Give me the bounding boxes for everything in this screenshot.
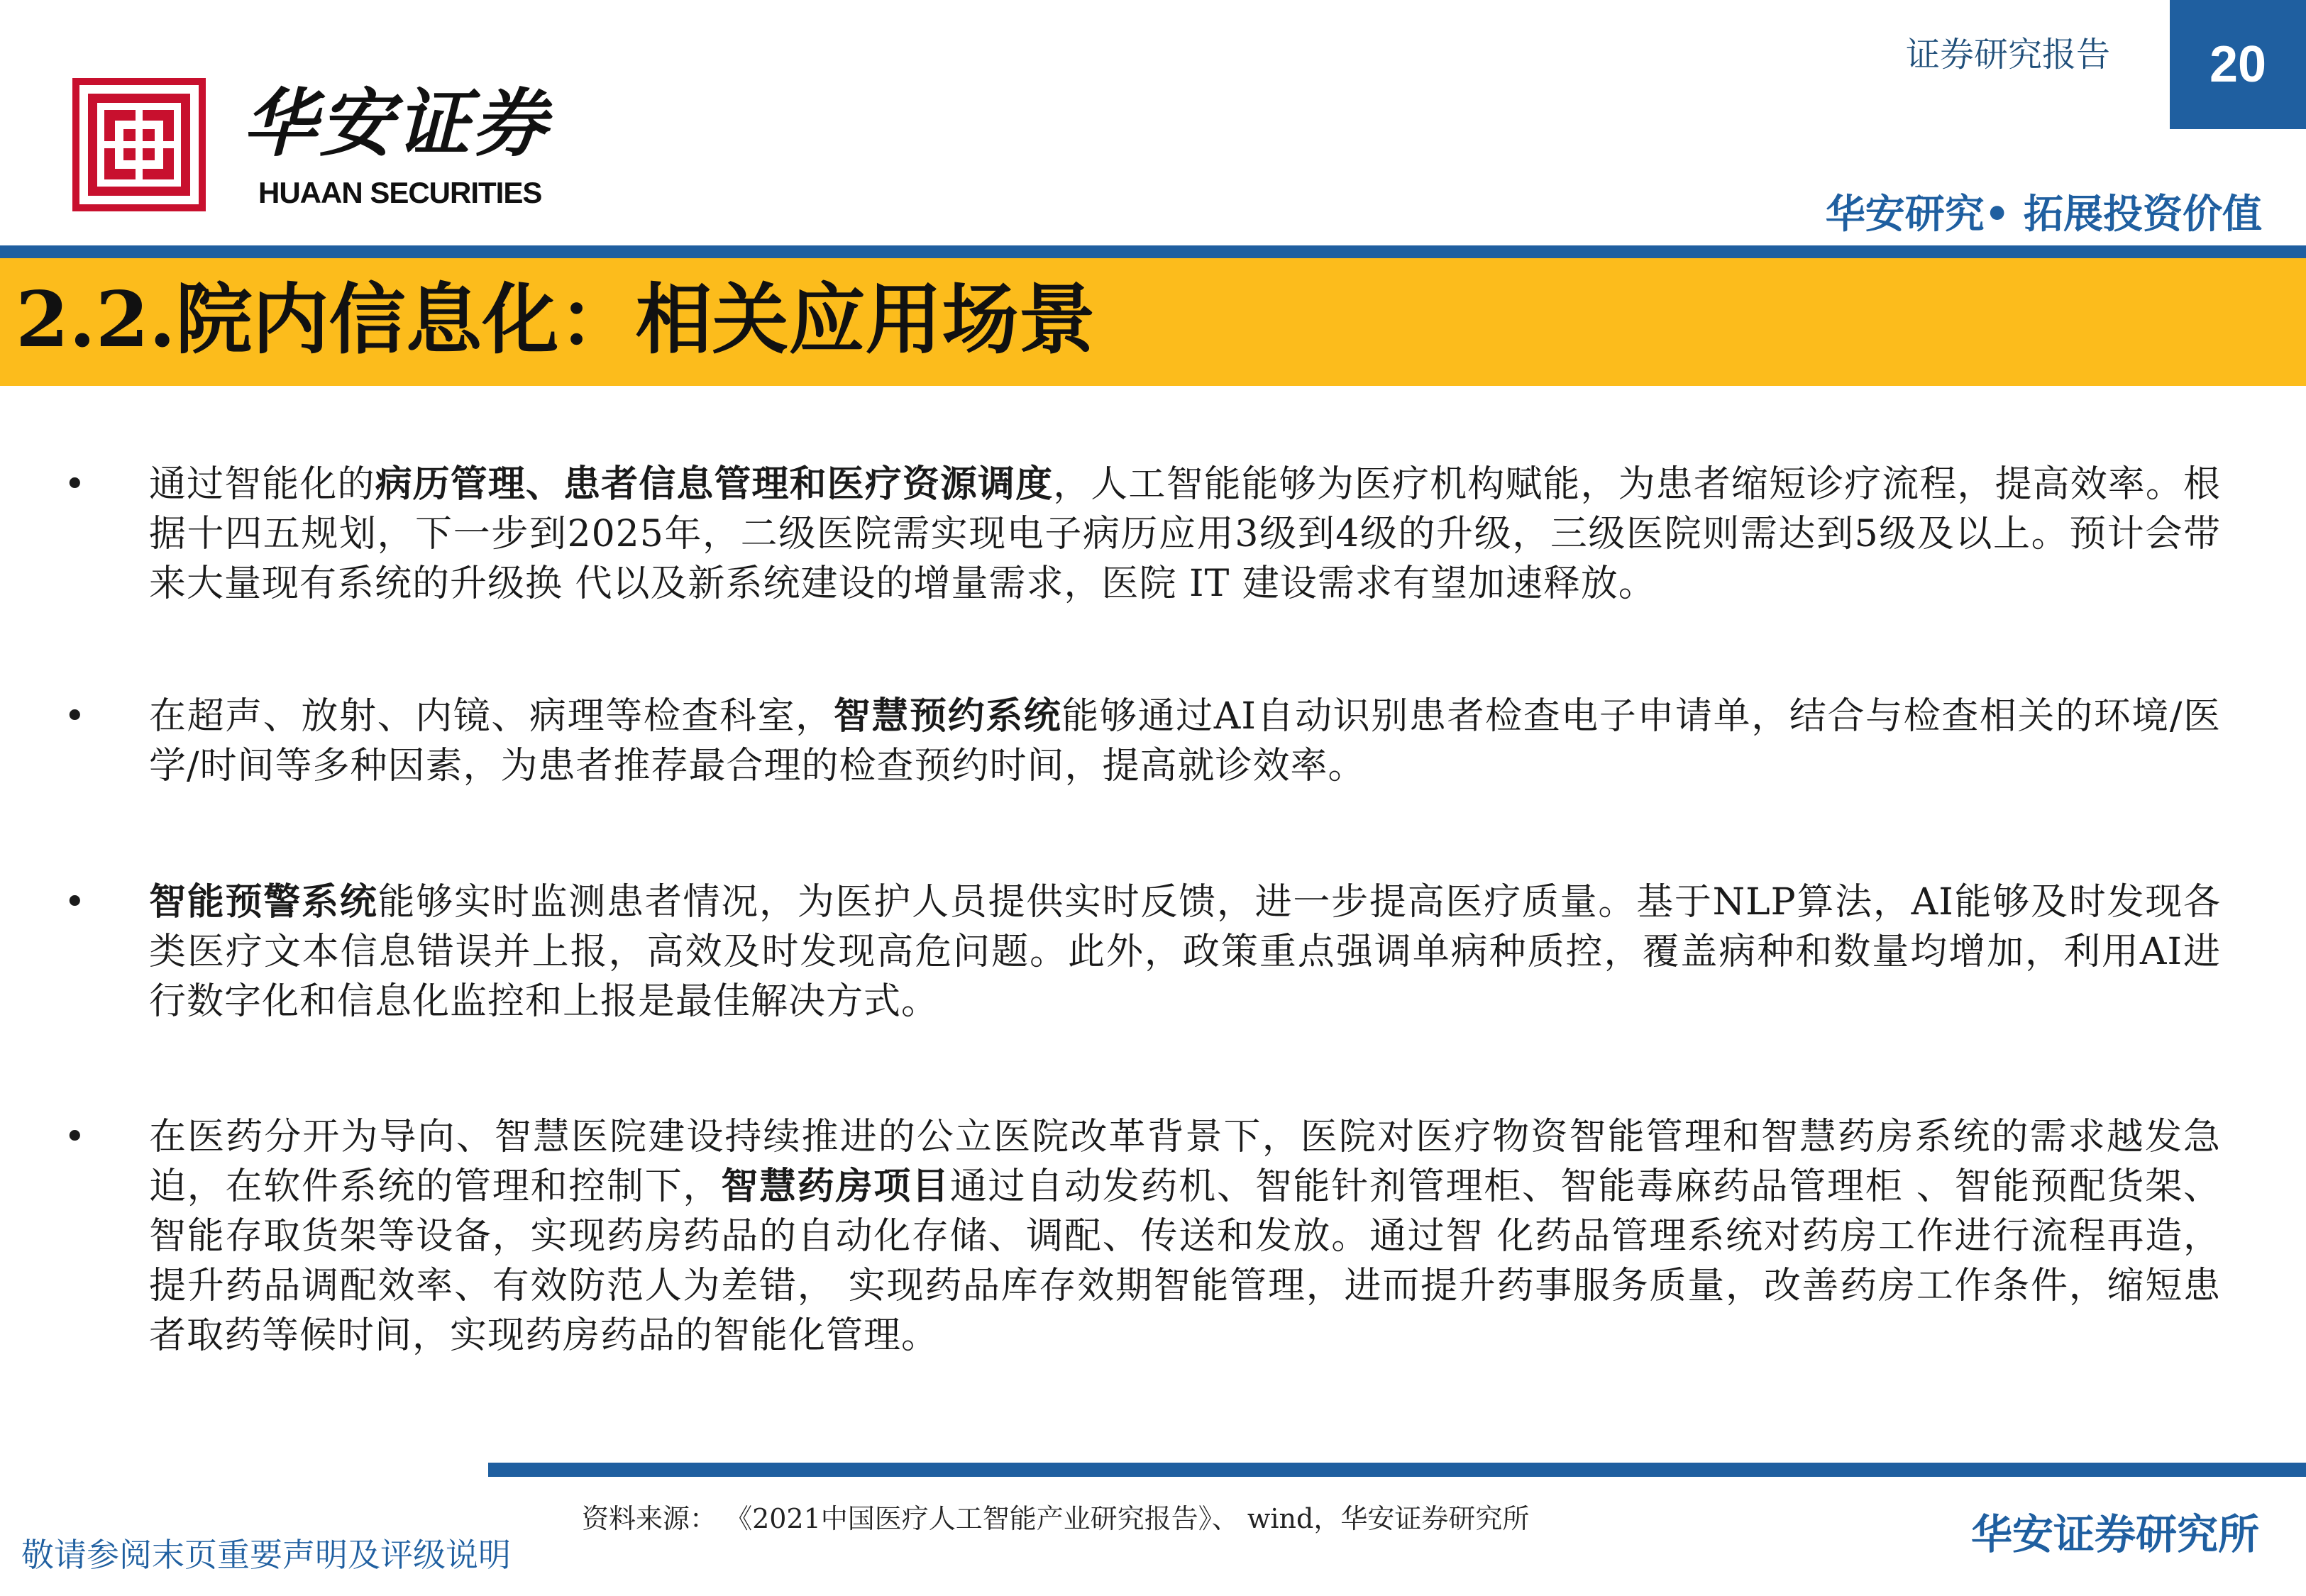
footer-divider	[488, 1463, 2306, 1477]
paragraph: 通过智能化的病历管理、患者信息管理和医疗资源调度，人工智能能够为医疗机构赋能，为患者缩短诊疗流程，提高效率。根据十四五规划，下一步到2025年，二级医院需实现电子病历应用3级到4级的升级，三级医院则需达到5级及以上。预计会带来大量现有系统的升级换 代以及新系统建设的增量需求，医院 IT 建设需求有望加速释放。	[149, 462, 2221, 605]
highlight-term: 智能预警系统	[149, 880, 378, 924]
source-note: 资料来源： 《2021中国医疗人工智能产业研究报告》、 wind，华安证券研究所	[582, 1503, 1530, 1534]
bullet-icon: •	[64, 695, 86, 738]
list-item	[64, 877, 2221, 1026]
page-title: 2.2.院内信息化：相关应用场景	[16, 275, 1096, 365]
company-logo-icon	[72, 78, 206, 211]
header-tagline: 华安研究• 拓展投资价值	[1825, 192, 2262, 238]
page-number: 20	[2209, 36, 2267, 93]
highlight-term: 病历管理、患者信息管理和医疗资源调度	[375, 462, 1054, 506]
paragraph: 在医药分开为导向、智慧医院建设持续推进的公立医院改革背景下，医院对医疗物资智能管理和智慧药房系统的需求越发急迫，在软件系统的管理和控制下，智慧药房项目通过自动发药机、智能针剂管理柜、智能毒麻药品管理柜 、智能预配货架、 智能存取货架等设备，实现药房药品的自动化存储、调配、传送和发放。通过智 化药品管理系统对药房工作进行流程再造，提升药品调配效率、有效防范人为差错， 实现药品库存效期智能管理，进而提升药事服务质量，改善药房工作条件，缩短患 者取药等候时间，实现药房药品的智能化管理。	[149, 1116, 2221, 1357]
header-divider	[0, 245, 2306, 258]
paragraph: 在超声、放射、内镜、病理等检查科室，智慧预约系统能够通过AI自动识别患者检查电子申请单，结合与检查相关的环境/医学/时间等多种因素，为患者推荐最合理的检查预约时间，提高就诊效率。	[149, 694, 2221, 787]
bullet-icon: •	[64, 463, 86, 506]
disclaimer-link[interactable]: 敬请参阅末页重要声明及评级说明	[21, 1536, 511, 1574]
document-type-label: 证券研究报告	[1906, 35, 2111, 74]
bullet-icon: •	[64, 881, 86, 924]
list-item	[64, 692, 2221, 791]
paragraph: 智能预警系统能够实时监测患者情况，为医护人员提供实时反馈，进一步提高医疗质量。基于NLP算法，AI能够及时发现各类医疗文本信息错误并上报，高效及时发现高危问题。此外，政策重点强调单病种质控，覆盖病种和数量均增加，利用AI进行数字化和信息化监控和上报是最佳解决方式。	[149, 880, 2221, 1023]
institute-name: 华安证券研究所	[1970, 1510, 2259, 1558]
brand-name-cn: 华安证券	[243, 79, 550, 167]
highlight-term: 智慧预约系统	[833, 694, 1062, 738]
list-item	[64, 1112, 2221, 1361]
list-item	[64, 460, 2221, 609]
brand-name-en: HUAAN SECURITIES	[258, 176, 542, 209]
highlight-term: 智慧药房项目	[721, 1165, 950, 1208]
bullet-icon: •	[64, 1116, 86, 1158]
page-number-badge	[2170, 0, 2306, 129]
